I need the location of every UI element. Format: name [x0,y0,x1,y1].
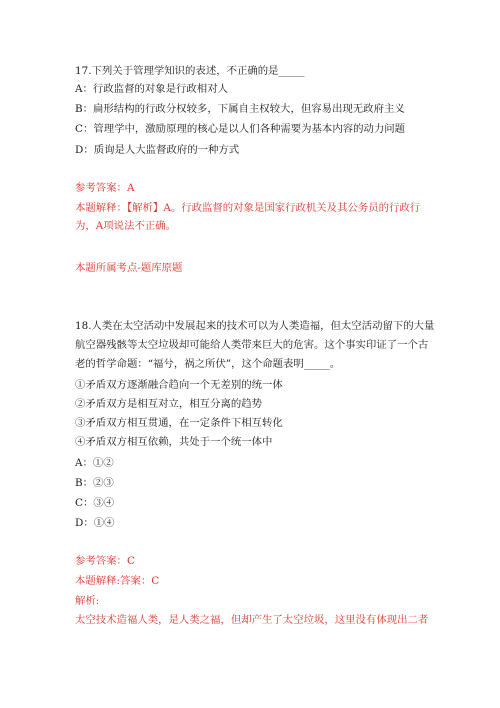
question-18-option-c: C：③④ [75,497,115,509]
question-18-option-d: D：①④ [75,517,115,529]
question-18-stem-line-2: 航空器残骸等太空垃圾却可能给人类带来巨大的危害。这个事实印证了一个古 [75,339,429,351]
question-18-analysis-text: 太空技术造福人类，是人类之福，但却产生了太空垃圾，这里没有体现出二者 [75,614,429,626]
question-18-statement-4: ④矛盾双方相互依赖，共处于一个统一体中 [75,436,273,448]
question-17-explanation-line-1: 本题解释：【解析】A。行政监督的对象是国家行政机关及其公务员的行政行 [75,202,421,214]
question-18-stem-line-1: 18.人类在太空活动中发展起来的技术可以为人类造福，但太空活动留下的大量 [75,320,435,332]
question-18-statement-1: ①矛盾双方逐渐融合趋向一个无差别的统一体 [75,379,283,391]
question-18-option-b: B：②③ [75,477,114,489]
question-18-answer: 参考答案：C [75,555,135,567]
question-17-option-d: D：质询是人大监督政府的一种方式 [75,144,240,156]
question-17-stem: 17.下列关于管理学知识的表述，不正确的是_____ [75,65,305,77]
question-17-option-a: A：行政监督的对象是行政相对人 [75,83,228,95]
question-17-option-c: C：管理学中，激励原理的核心是以人们各种需要为基本内容的动力问题 [75,123,406,135]
question-17-source: 本题所属考点-题库原题 [75,262,183,274]
question-17-explanation-line-2: 为，A项说法不正确。 [75,220,177,232]
question-18-statement-2: ②矛盾双方是相互对立，相互分离的趋势 [75,398,263,410]
question-18-option-a: A：①② [75,457,114,469]
question-18-analysis-label: 解析: [75,595,100,607]
question-17-answer: 参考答案：A [75,182,135,194]
question-18-statement-3: ③矛盾双方相互贯通，在一定条件下相互转化 [75,417,283,429]
question-18-explanation: 本题解释:答案：C [75,575,160,587]
question-18-stem-line-3: 老的哲学命题：“福兮，祸之所伏”，这个命题表明_____。 [75,358,341,370]
question-17-option-b: B：扁形结构的行政分权较多，下属自主权较大，但容易出现无政府主义 [75,103,405,115]
